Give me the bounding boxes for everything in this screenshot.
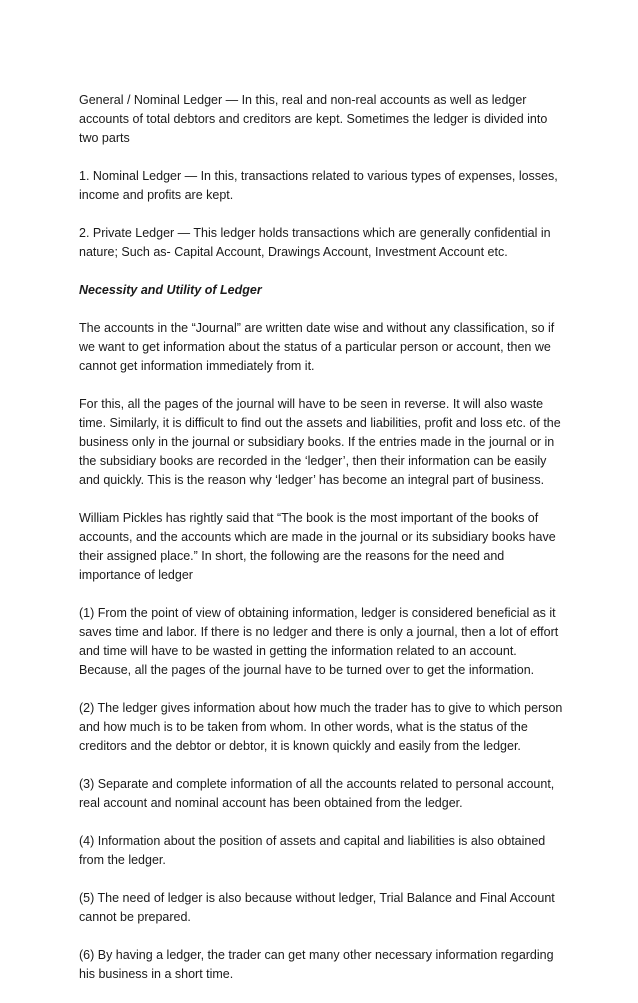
paragraph-reason-3: (3) Separate and complete information of all the accounts related to personal account, real account and nominal account has been obtained from the ledger.	[79, 777, 555, 810]
paragraph-journal-reverse: For this, all the pages of the journal will have to be seen in reverse. It will also waste time. Similarly, it is difficult to find out the assets and liabilities, profit and loss etc. of the business only in the journal or subsidiary books. If the entries made in the journal or in the subsidiary books are recorded in the ‘ledger’, then their information can be easily and quickly. This is the reason why ‘ledger’ has become an integral part of business.	[79, 397, 561, 487]
paragraph-general-ledger: General / Nominal Ledger — In this, real and non-real accounts as well as ledger accounts of total debtors and creditors are kept. Sometimes the ledger is divided into two parts	[79, 93, 548, 145]
paragraph-nominal-ledger: 1. Nominal Ledger — In this, transactions related to various types of expenses, losses, income and profits are kept.	[79, 169, 558, 202]
paragraph-reason-5: (5) The need of ledger is also because without ledger, Trial Balance and Final Account cannot be prepared.	[79, 891, 555, 924]
section-heading: Necessity and Utility of Ledger	[79, 283, 262, 297]
paragraph-reason-6: (6) By having a ledger, the trader can get many other necessary information regarding his business in a short time.	[79, 948, 554, 981]
paragraph-private-ledger: 2. Private Ledger — This ledger holds transactions which are generally confidential in nature; Such as- Capital Account, Drawings Account, Investment Account etc.	[79, 226, 551, 259]
paragraph-reason-2: (2) The ledger gives information about how much the trader has to give to which person and how much is to be taken from whom. In other words, what is the status of the creditors and the debtor or debtor, it is known quickly and easily from the ledger.	[79, 701, 563, 753]
paragraph-william-pickles: William Pickles has rightly said that “The book is the most important of the books of accounts, and the accounts which are made in the journal or its subsidiary books have their assigned place.” In short, the following are the reasons for the need and importance of ledger	[79, 511, 556, 582]
document-page	[79, 91, 563, 1003]
paragraph-journal-accounts: The accounts in the “Journal” are written date wise and without any classification, so if we want to get information about the status of a particular person or account, then we cannot get information immediately from it.	[79, 321, 555, 373]
paragraph-reason-1: (1) From the point of view of obtaining information, ledger is considered beneficial as it saves time and labor. If there is no ledger and there is only a journal, then a lot of effort and time will have to be wasted in getting the information related to an account. Because, all the pages of the journal have to be turned over to get the information.	[79, 606, 559, 677]
paragraph-reason-4: (4) Information about the position of assets and capital and liabilities is also obtained from the ledger.	[79, 834, 546, 867]
